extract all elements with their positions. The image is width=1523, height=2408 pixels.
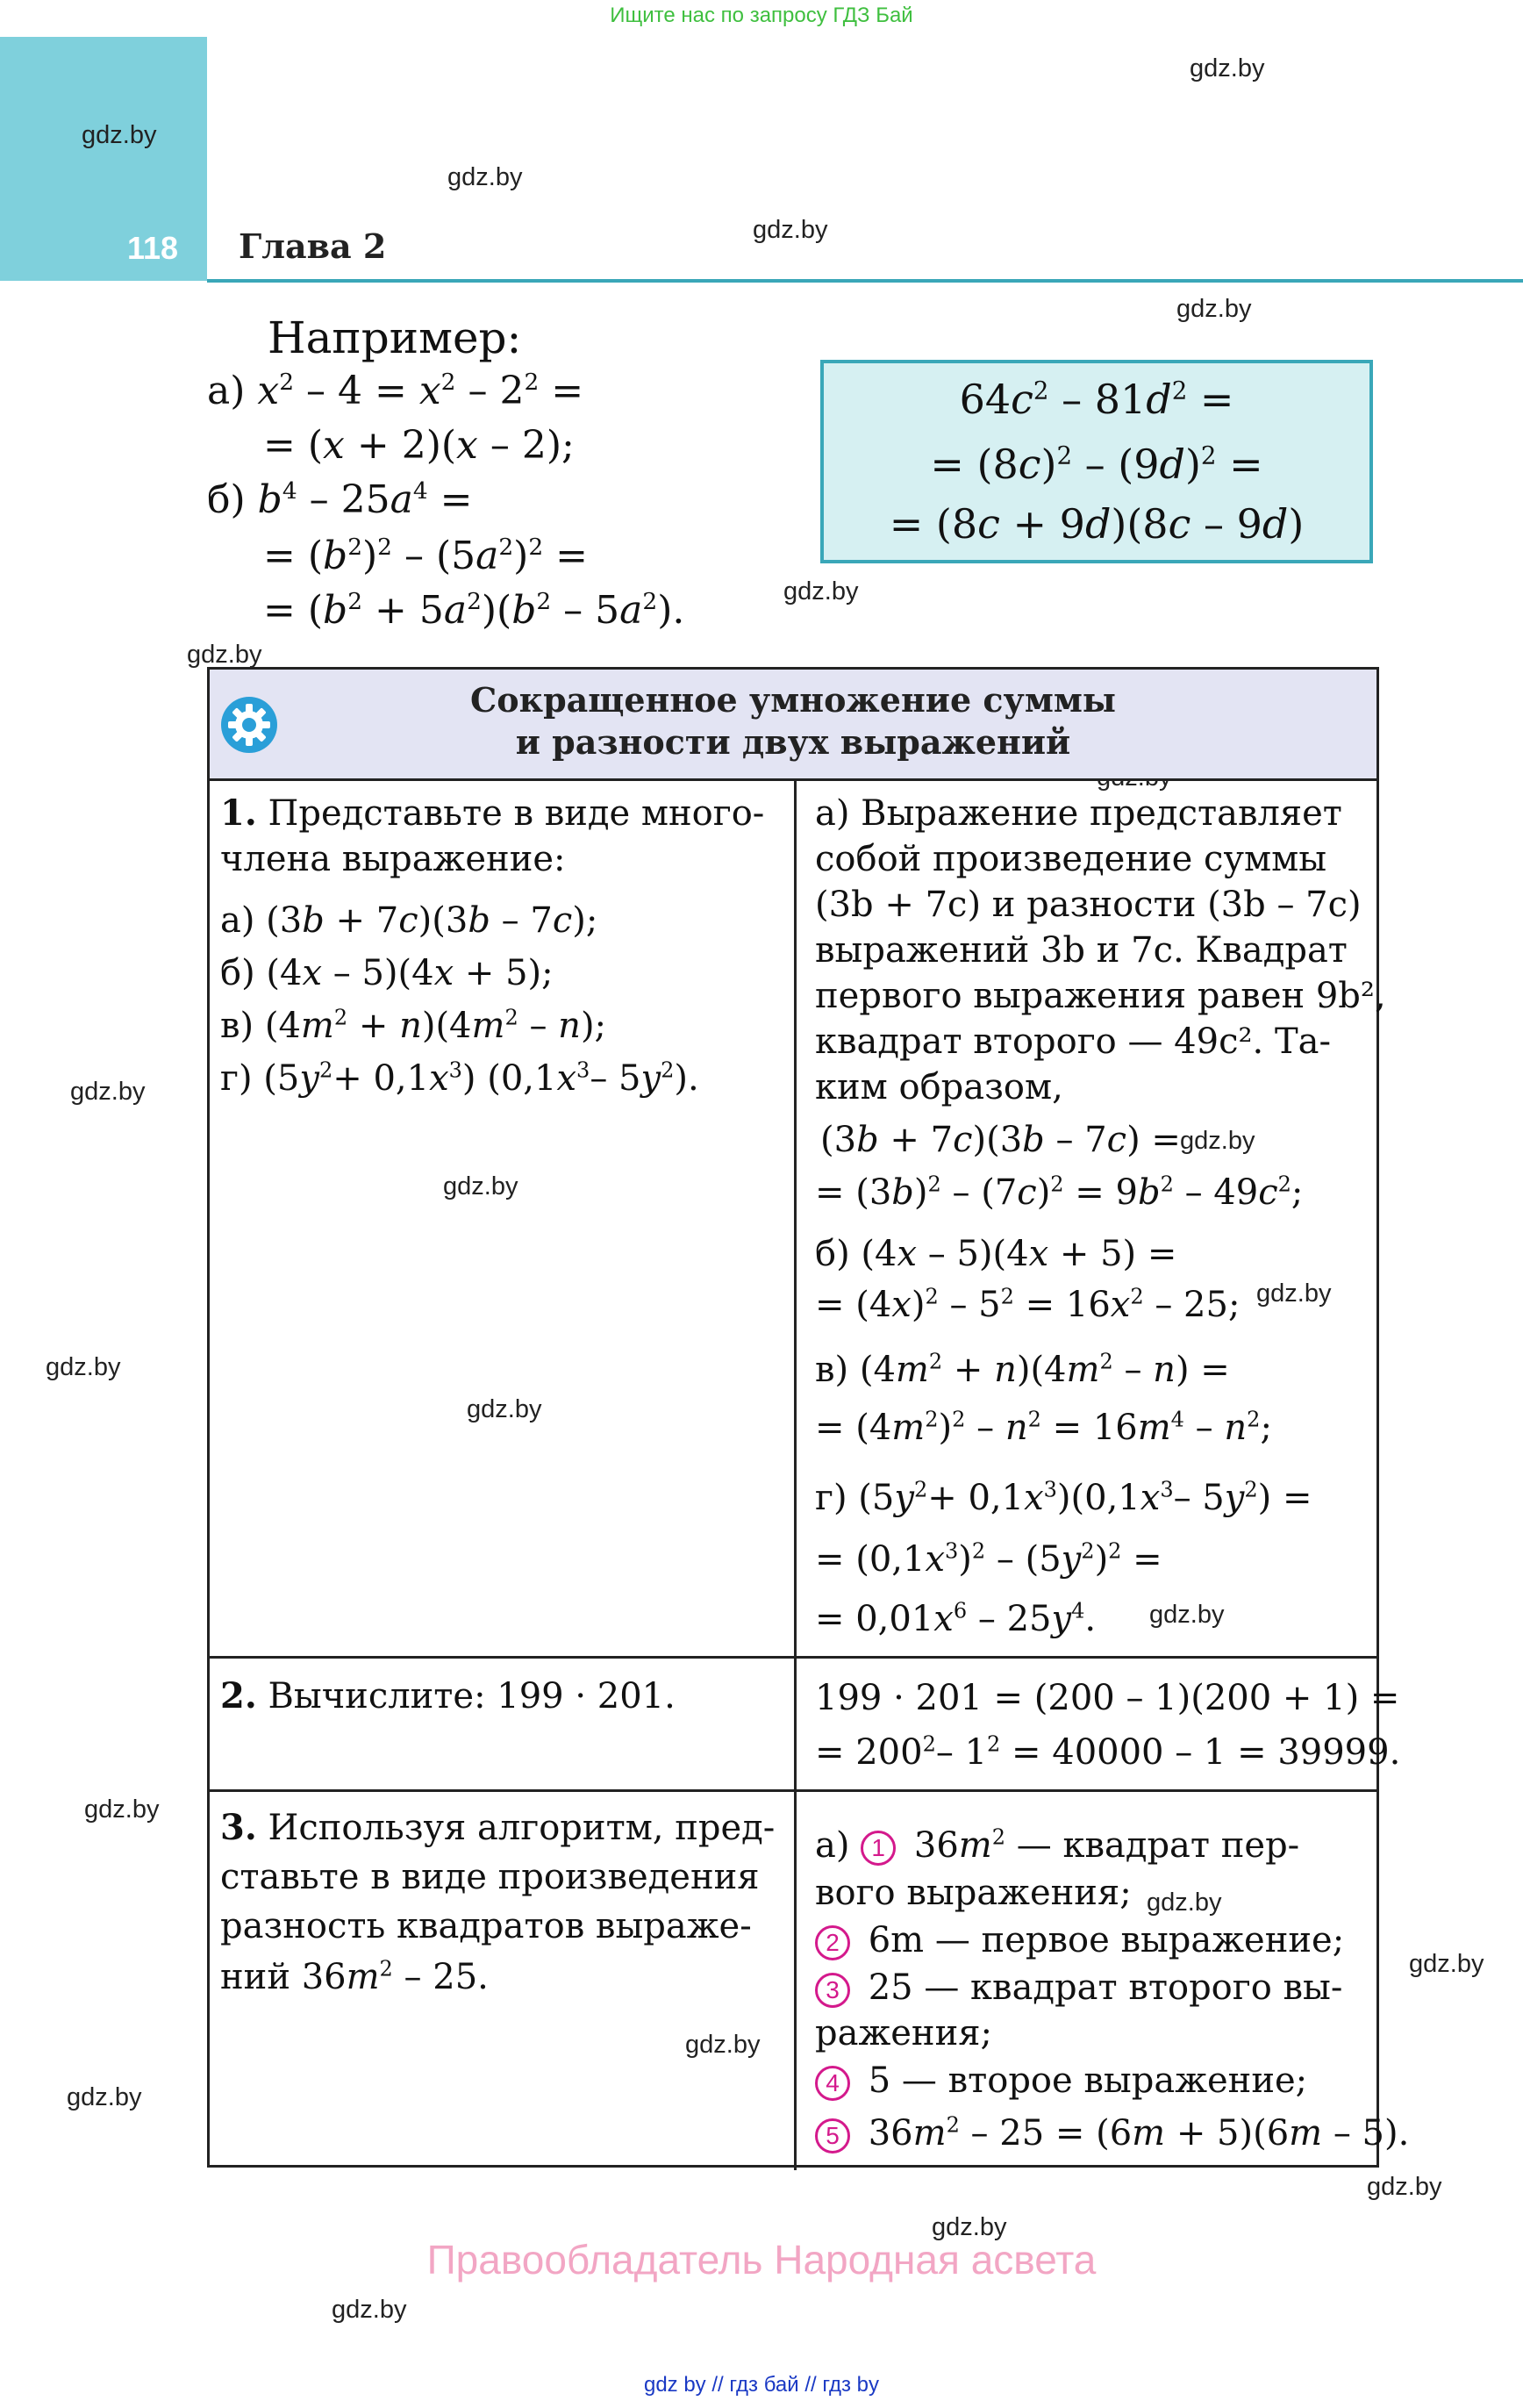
table-title-line1: Сокращенное умножение суммы <box>470 680 1116 720</box>
box-line3: = (8c + 9d)(8c – 9d) <box>889 500 1305 548</box>
task3-text4: ний <box>220 1957 290 1997</box>
step-marker-5: 5 <box>815 2118 850 2154</box>
sol1-text-1: собой произведение суммы <box>815 839 1327 879</box>
sol3-step2-text: 6m — первое выражение; <box>868 1920 1345 1960</box>
task3-text3: разность квадратов выраже- <box>220 1906 752 1946</box>
sol1-a-line2: = $(3b)^2 - (7c)^2 = 9b^2 - 49c^2$; <box>815 1172 1304 1213</box>
watermark: gdz.by <box>67 2083 142 2111</box>
task1-c: в) $(4m^2 + n)(4m^2 - n)$; <box>220 1005 607 1046</box>
watermark: gdz.by <box>753 216 828 244</box>
table-title-line2: и разности двух выражений <box>515 722 1071 762</box>
sol3-step2 <box>815 1919 1344 1961</box>
sol1-text-3: выражений 3b и 7c. Квадрат <box>815 930 1348 971</box>
watermark: gdz.by <box>783 577 859 606</box>
task1-b: б) (4x – 5)(4x + 5); <box>220 953 554 993</box>
watermark: gdz.by <box>1176 295 1252 323</box>
sol1-d-line1: г) $(5y^2+ 0,1x^3)(0,1x^3-$ $5y^2$) = <box>815 1477 1312 1518</box>
footer-links[interactable]: gdz by // гдз бай // гдз by <box>643 2373 880 2397</box>
sol1-text-2: (3b + 7c) и разности (3b – 7c) <box>815 885 1362 925</box>
watermark: gdz.by <box>443 1172 518 1200</box>
sol1-d-line2: = $(0,1x^3)^2 - (5y^2)^2$ = <box>815 1538 1162 1580</box>
watermark: gdz.by <box>1190 54 1265 82</box>
sol3-step4 <box>815 2060 1307 2102</box>
watermark: gdz.by <box>332 2296 407 2324</box>
sol1-text-6: ким образом, <box>815 1067 1063 1107</box>
task1-d: г) $(5y^2+ 0,1x^3)$ ($0,1x^3-$ $5y^2$). <box>220 1057 699 1099</box>
algorithm-table <box>207 667 1410 2168</box>
task2-line <box>220 1675 676 1717</box>
watermark: gdz.by <box>1256 1279 1332 1308</box>
task2-text: Вычислите: 199 · 201. <box>268 1676 676 1716</box>
watermark: gdz.by <box>685 2031 761 2059</box>
watermark: gdz.by <box>84 1795 160 1824</box>
sol3-step3-cont: ражения; <box>815 2013 992 2053</box>
sol3-step1-cont: вого выражения; <box>815 1873 1132 1913</box>
watermark: gdz.by <box>82 121 157 149</box>
sol1-text-5: квадрат второго — 49c². Та- <box>815 1021 1331 1062</box>
sol1-d-line3: = $0,01x^6 - 25y^4$. <box>815 1598 1097 1639</box>
watermark: gdz.by <box>46 1353 121 1381</box>
sol3-step3-text: 25 — квадрат второго вы- <box>868 1967 1343 2008</box>
example-a-line1: а) $x^2 - 4 = x^2 - 2^2$ = <box>207 369 584 413</box>
task3-text2: ставьте в виде произведения <box>220 1857 760 1897</box>
example-b-line1: б) $b^4 - 25a^4$ = <box>207 477 473 522</box>
task2-number: 2. <box>220 1675 257 1716</box>
box-line1: $64c^2 - 81d^2$ = <box>959 376 1234 423</box>
watermark: gdz.by <box>1409 1950 1484 1978</box>
watermark: gdz.by <box>1149 1601 1225 1629</box>
example-a-label: а) <box>207 369 246 413</box>
sol3-step4-text: 5 — второе выражение; <box>868 2060 1308 2101</box>
task1-line1 <box>220 792 764 835</box>
sol1-c-line2: = $(4m^2)^2 - n^2 = 16m^4 - n^2$; <box>815 1407 1272 1448</box>
step-marker-3: 3 <box>815 1973 850 2008</box>
header-rule <box>207 279 1523 283</box>
top-banner: Ищите нас по запросу ГДЗ Бай <box>610 4 913 27</box>
step-marker-2: 2 <box>815 1925 850 1960</box>
watermark: gdz.by <box>1147 1888 1222 1917</box>
column-divider <box>794 778 797 2170</box>
task1-text2: члена выражение: <box>220 839 566 879</box>
sol2-line2: = $200^2-$ $1^2 = 40000 - 1 = 39999$. <box>815 1731 1401 1773</box>
watermark: gdz.by <box>932 2213 1007 2241</box>
watermark: gdz.by <box>70 1078 146 1106</box>
sol1-text-4: первого выражения равен 9b², <box>815 976 1386 1016</box>
example-heading: Например: <box>268 312 522 363</box>
box-line2: = $(8c)^2 - (9d)^2$ = <box>930 441 1263 488</box>
copyright-footer: Правообладатель Народная асвета <box>426 2237 1097 2283</box>
task3-text1: Используя алгоритм, пред- <box>268 1808 776 1848</box>
chapter-title: Глава 2 <box>239 226 387 266</box>
sol3-step1-text: — квадрат пер- <box>1016 1825 1300 1866</box>
sol3-step3 <box>815 1967 1342 2009</box>
example-b-line3: = $(b^2 + 5a^2)(b^2 - 5a^2)$. <box>263 588 685 633</box>
table-header <box>210 670 1376 781</box>
task1-a: а) (3b + 7c)(3b – 7c); <box>220 900 598 941</box>
example-box <box>820 360 1373 563</box>
watermark: gdz.by <box>1180 1127 1255 1155</box>
sol1-text-0: а) Выражение представляет <box>815 793 1342 834</box>
task1-number: 1. <box>220 792 257 834</box>
step-marker-1: 1 <box>861 1831 896 1866</box>
example-b-line2: = $(b^2)^2 - (5a^2)^2$ = <box>263 534 588 578</box>
sol1-b-line1: б) (4x – 5)(4x + 5) = <box>815 1234 1177 1274</box>
task3-number: 3. <box>220 1807 257 1848</box>
sol3-step5: 5 $36m^2 - 25 = (6m + 5)(6m - 5)$. <box>815 2112 1409 2154</box>
page-number: 118 <box>127 230 179 266</box>
watermark: gdz.by <box>187 641 262 669</box>
row-divider <box>210 1789 1376 1792</box>
example-a-line2: = (x + 2)(x – 2); <box>263 423 575 468</box>
step-marker-4: 4 <box>815 2066 850 2101</box>
watermark: gdz.by <box>467 1395 542 1423</box>
sol1-b-line2: = $(4x)^2 - 5^2 = 16x^2 - 25$; <box>815 1284 1241 1325</box>
sol1-c-line1: в) $(4m^2 + n)(4m^2 - n)$ = <box>815 1349 1230 1390</box>
example-b-label: б) <box>207 477 246 522</box>
task3-line4: ний $36m^2 - 25$. <box>220 1956 489 1997</box>
sol3-step1: а) 1 $36m^2$ — квадрат пер- <box>815 1824 1300 1866</box>
watermark: gdz.by <box>1367 2173 1442 2201</box>
task1-text1: Представьте в виде много- <box>268 793 765 834</box>
sol2-line1: 199 · 201 = (200 – 1)(200 + 1) = <box>815 1678 1400 1718</box>
row-divider <box>210 1656 1376 1659</box>
sol1-a-line1: (3b + 7c)(3b – 7c) = <box>820 1120 1181 1160</box>
watermark: gdz.by <box>447 163 523 191</box>
task3-line1 <box>220 1807 775 1849</box>
